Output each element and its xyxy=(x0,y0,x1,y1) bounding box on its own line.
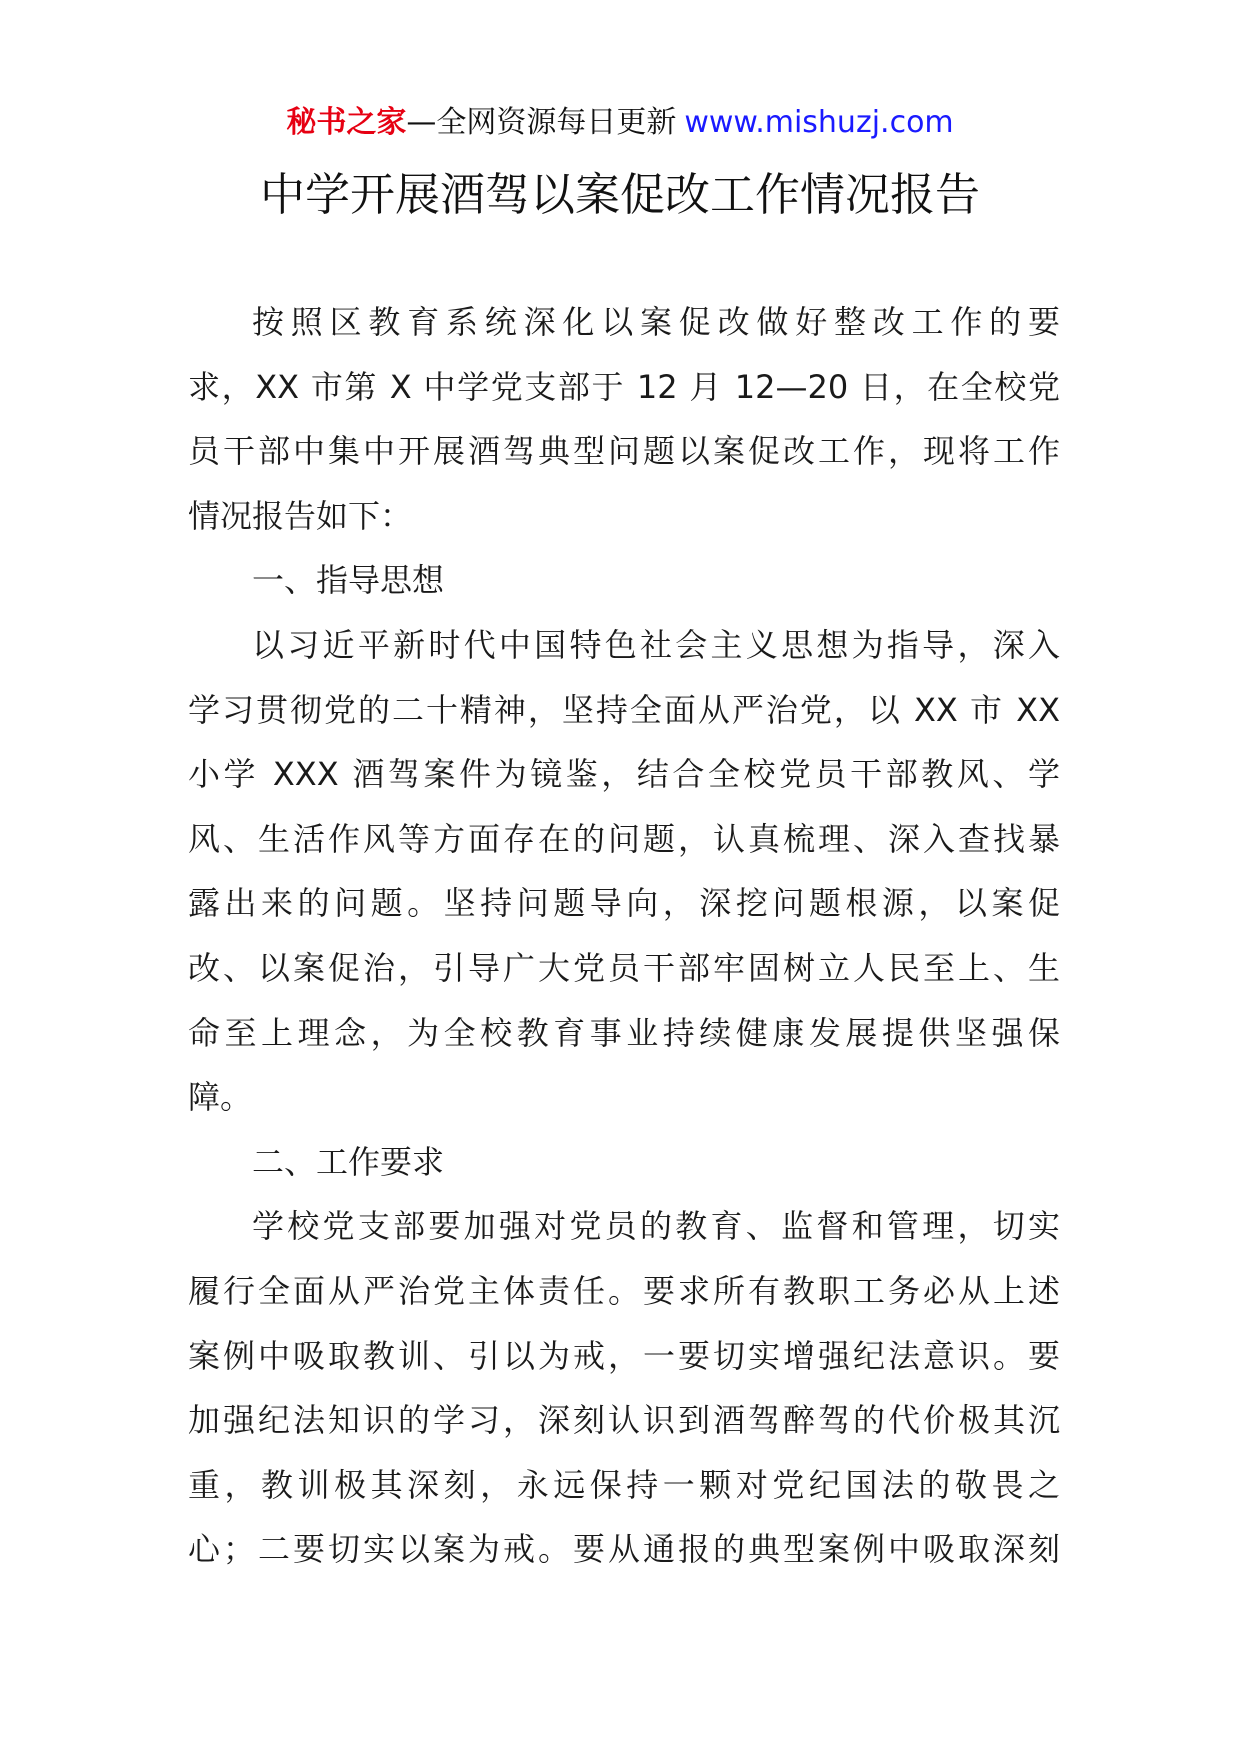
text-line: 心；二要切实以案为戒。要从通报的典型案例中吸取深刻 xyxy=(188,1530,1060,1569)
banner-url-link[interactable]: www.mishuzj.com xyxy=(684,105,954,140)
banner-brand: 秘书之家 xyxy=(286,105,407,140)
text-line: 员干部中集中开展酒驾典型问题以案促改工作，现将工作 xyxy=(188,432,1060,471)
document-title: 中学开展酒驾以案促改工作情况报告 xyxy=(259,168,980,221)
heading-line: 一、指导思想 xyxy=(252,561,445,600)
paragraph-work-requirements xyxy=(188,1194,1060,1582)
text-line: 小学 XXX 酒驾案件为镜鉴，结合全校党员干部教风、学 xyxy=(188,755,1060,794)
section-heading-2 xyxy=(188,1130,1060,1195)
paragraph-guiding-thought xyxy=(188,613,1060,1130)
text-line: 求，XX 市第 X 中学党支部于 12 月 12—20 日，在全校党 xyxy=(188,367,1060,406)
document-body xyxy=(188,290,1060,1582)
heading-line: 二、工作要求 xyxy=(252,1142,445,1181)
text-line: 命至上理念，为全校教育事业持续健康发展提供坚强保 xyxy=(188,1013,1060,1052)
text-line: 风、生活作风等方面存在的问题，认真梳理、深入查找暴 xyxy=(188,819,1060,858)
text-line: 以习近平新时代中国特色社会主义思想为指导，深入 xyxy=(252,625,1060,664)
text-line: 履行全面从严治党主体责任。要求所有教职工务必从上述 xyxy=(188,1271,1060,1310)
paragraph-intro xyxy=(188,290,1060,548)
banner-slogan: —全网资源每日更新 xyxy=(406,105,677,140)
text-line: 案例中吸取教训、引以为戒，一要切实增强纪法意识。要 xyxy=(188,1336,1060,1375)
site-banner xyxy=(0,98,1240,148)
text-line: 按照区教育系统深化以案促改做好整改工作的要 xyxy=(252,303,1060,341)
text-line: 障。 xyxy=(188,1078,253,1117)
section-heading-1 xyxy=(188,548,1060,613)
text-line: 加强纪法知识的学习，深刻认识到酒驾醉驾的代价极其沉 xyxy=(188,1401,1060,1440)
text-line: 改、以案促治，引导广大党员干部牢固树立人民至上、生 xyxy=(188,948,1060,987)
text-line: 学校党支部要加强对党员的教育、监督和管理，切实 xyxy=(252,1207,1060,1246)
text-line: 学习贯彻党的二十精神，坚持全面从严治党，以 XX 市 XX xyxy=(188,690,1060,729)
text-line: 露出来的问题。坚持问题导向，深挖问题根源，以案促 xyxy=(188,884,1060,923)
text-line: 情况报告如下： xyxy=(188,496,413,535)
text-line: 重，教训极其深刻，永远保持一颗对党纪国法的敬畏之 xyxy=(188,1465,1060,1504)
